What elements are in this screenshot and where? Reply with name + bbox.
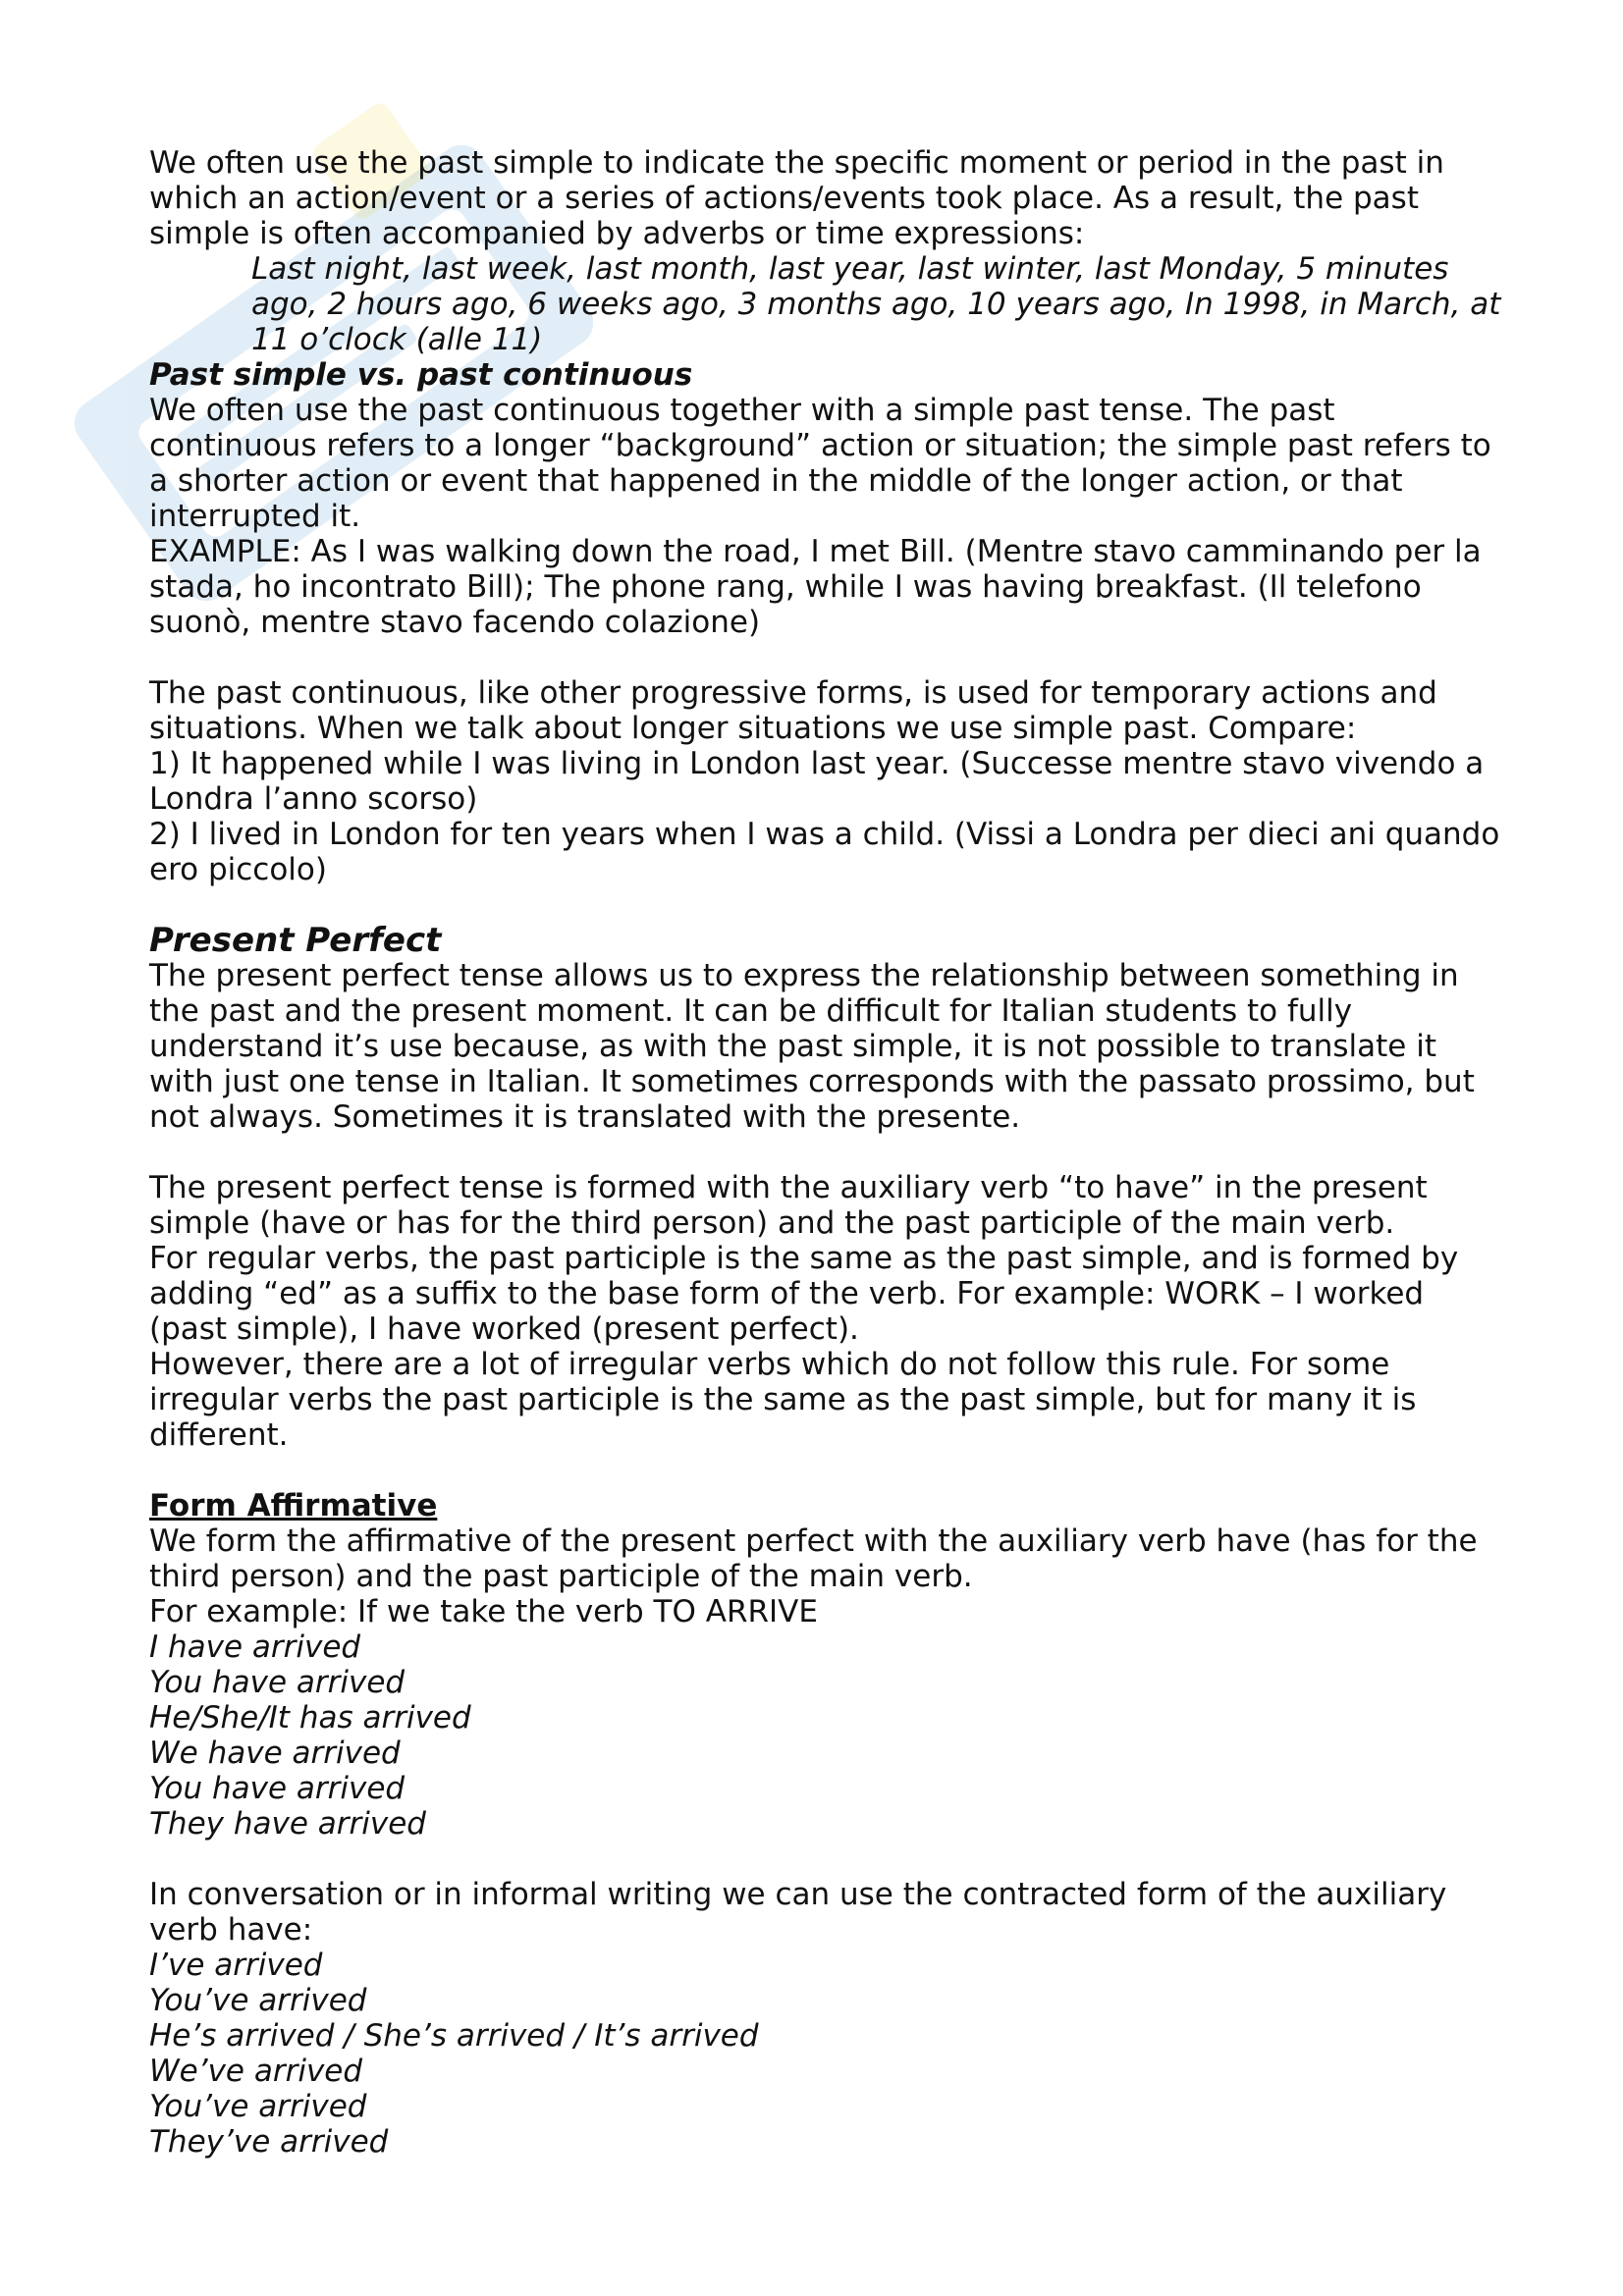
present-perfect-paragraph-4: However, there are a lot of irregular verbs which do not follow this rule. For some irregular verbs the past participle is the same as the past simple, but for many it is different. (149, 1347, 1417, 1453)
conjugation-line: You have arrived (149, 1665, 406, 1700)
conjugation-line: He/She/It has arrived (149, 1700, 471, 1735)
conjugation-line: You have arrived (149, 1771, 406, 1806)
heading-form-affirmative: Form Affirmative (149, 1488, 438, 1523)
spacer (149, 1135, 1504, 1170)
spacer (149, 887, 1504, 923)
spacer (149, 1842, 1504, 1877)
contracted-intro: In conversation or in informal writing we can use the contracted form of the auxiliary verb have: (149, 1877, 1447, 1948)
conjugation-line: I have arrived (149, 1629, 361, 1665)
past-simple-intro: We often use the past simple to indicate the specific moment or period in the past in which an action/event or a series of actions/events took place. As a result, the past simple is often accompanied by adverbs or time expressions: (149, 145, 1444, 251)
contracted-line: You’ve arrived (149, 2089, 367, 2124)
present-perfect-paragraph-2: The present perfect tense is formed with the auxiliary verb “to have” in the present simple (have or has for the third person) and the past participle of the main verb. (149, 1170, 1428, 1241)
heading-past-simple-vs-continuous: Past simple vs. past continuous (149, 357, 693, 393)
spacer (149, 640, 1504, 675)
contracted-line: They’ve arrived (149, 2124, 389, 2160)
document-body (149, 145, 1504, 2160)
vs-paragraph-1: We often use the past continuous together with a simple past tense. The past continuous refers to a longer “background” action or situation; the simple past refers to a shorter action or event that happened in the middle of the longer action, or that interrupted it. (149, 393, 1491, 534)
contracted-line: He’s arrived / She’s arrived / It’s arrived (149, 2018, 759, 2054)
affirmative-paragraph: We form the affirmative of the present perfect with the auxiliary verb have (has for the third person) and the past participle of the main verb. (149, 1523, 1478, 1594)
vs-compare-1: 1) It happened while I was living in London last year. (Successe mentre stavo vivendo a Londra l’anno scorso) (149, 746, 1485, 817)
vs-example: EXAMPLE: As I was walking down the road, I met Bill. (Mentre stavo camminando per la stada, ho incontrato Bill); The phone rang, while I was having breakfast. (Il telefono suonò, mentre stavo facendo colazione) (149, 534, 1482, 640)
spacer (149, 1453, 1504, 1488)
contracted-line: You’ve arrived (149, 1983, 367, 2018)
vs-paragraph-2: The past continuous, like other progressive forms, is used for temporary actions and situations. When we talk about longer situations we use simple past. Compare: (149, 675, 1437, 746)
time-expressions-list: Last night, last week, last month, last year, last winter, last Monday, 5 minutes ago, 2 hours ago, 6 weeks ago, 3 months ago, 10 years ago, In 1998, in March, at 11 o’clock (alle 11) (251, 251, 1501, 357)
contracted-line: We’ve arrived (149, 2054, 363, 2089)
present-perfect-paragraph-3: For regular verbs, the past participle is the same as the past simple, and is formed by adding “ed” as a suffix to the base form of the verb. For example: WORK – I worked (past simple), I have worked (present perfect). (149, 1241, 1459, 1347)
conjugation-line: They have arrived (149, 1806, 426, 1842)
affirmative-example-intro: For example: If we take the verb TO ARRIVE (149, 1594, 818, 1629)
heading-present-perfect: Present Perfect (149, 921, 442, 960)
contracted-line: I’ve arrived (149, 1948, 323, 1983)
present-perfect-paragraph-1: The present perfect tense allows us to express the relationship between something in the past and the present moment. It can be difficult for Italian students to fully understand it’s use because, as with the past simple, it is not possible to translate it with just one tense in Italian. It sometimes corresponds with the passato prossimo, but not always. Sometimes it is translated with the presente. (149, 958, 1475, 1135)
conjugation-line: We have arrived (149, 1735, 401, 1771)
vs-compare-2: 2) I lived in London for ten years when I was a child. (Vissi a Londra per dieci ani quando ero piccolo) (149, 817, 1500, 887)
